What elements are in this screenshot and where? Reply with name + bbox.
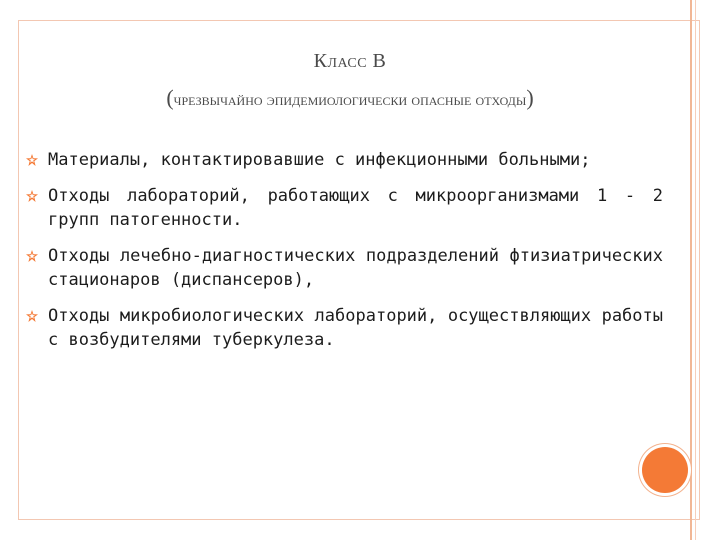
orange-star-bullet-icon	[26, 190, 38, 202]
bullet-list	[48, 148, 663, 364]
bullet-text: Отходы лабораторий, работающих с микроорганизмами 1 - 2 групп патогенности.	[48, 186, 663, 230]
list-item	[48, 184, 663, 232]
slide-title-block	[0, 48, 700, 114]
decorative-orange-circle	[642, 447, 688, 493]
list-item	[48, 304, 663, 352]
slide-subtitle-line	[0, 84, 700, 114]
slide-title: Класс В	[313, 50, 387, 72]
orange-star-bullet-icon	[26, 310, 38, 322]
list-item	[48, 244, 663, 292]
slide-subtitle: чрезвычайно эпидемиологически опасные отходы	[173, 90, 527, 109]
subtitle-close-paren: )	[526, 85, 534, 110]
bullet-text: Отходы микробиологических лабораторий, осуществляющих работы с возбудителями туберкулеза.	[48, 306, 663, 350]
orange-star-bullet-icon	[26, 154, 38, 166]
list-item	[48, 148, 663, 172]
bullet-text: Материалы, контактировавшие с инфекционными больными;	[48, 150, 591, 170]
subtitle-open-paren: (	[166, 85, 174, 110]
bullet-text: Отходы лечебно-диагностических подразделений фтизиатрических стационаров (диспансеров),	[48, 246, 663, 290]
orange-star-bullet-icon	[26, 250, 38, 262]
